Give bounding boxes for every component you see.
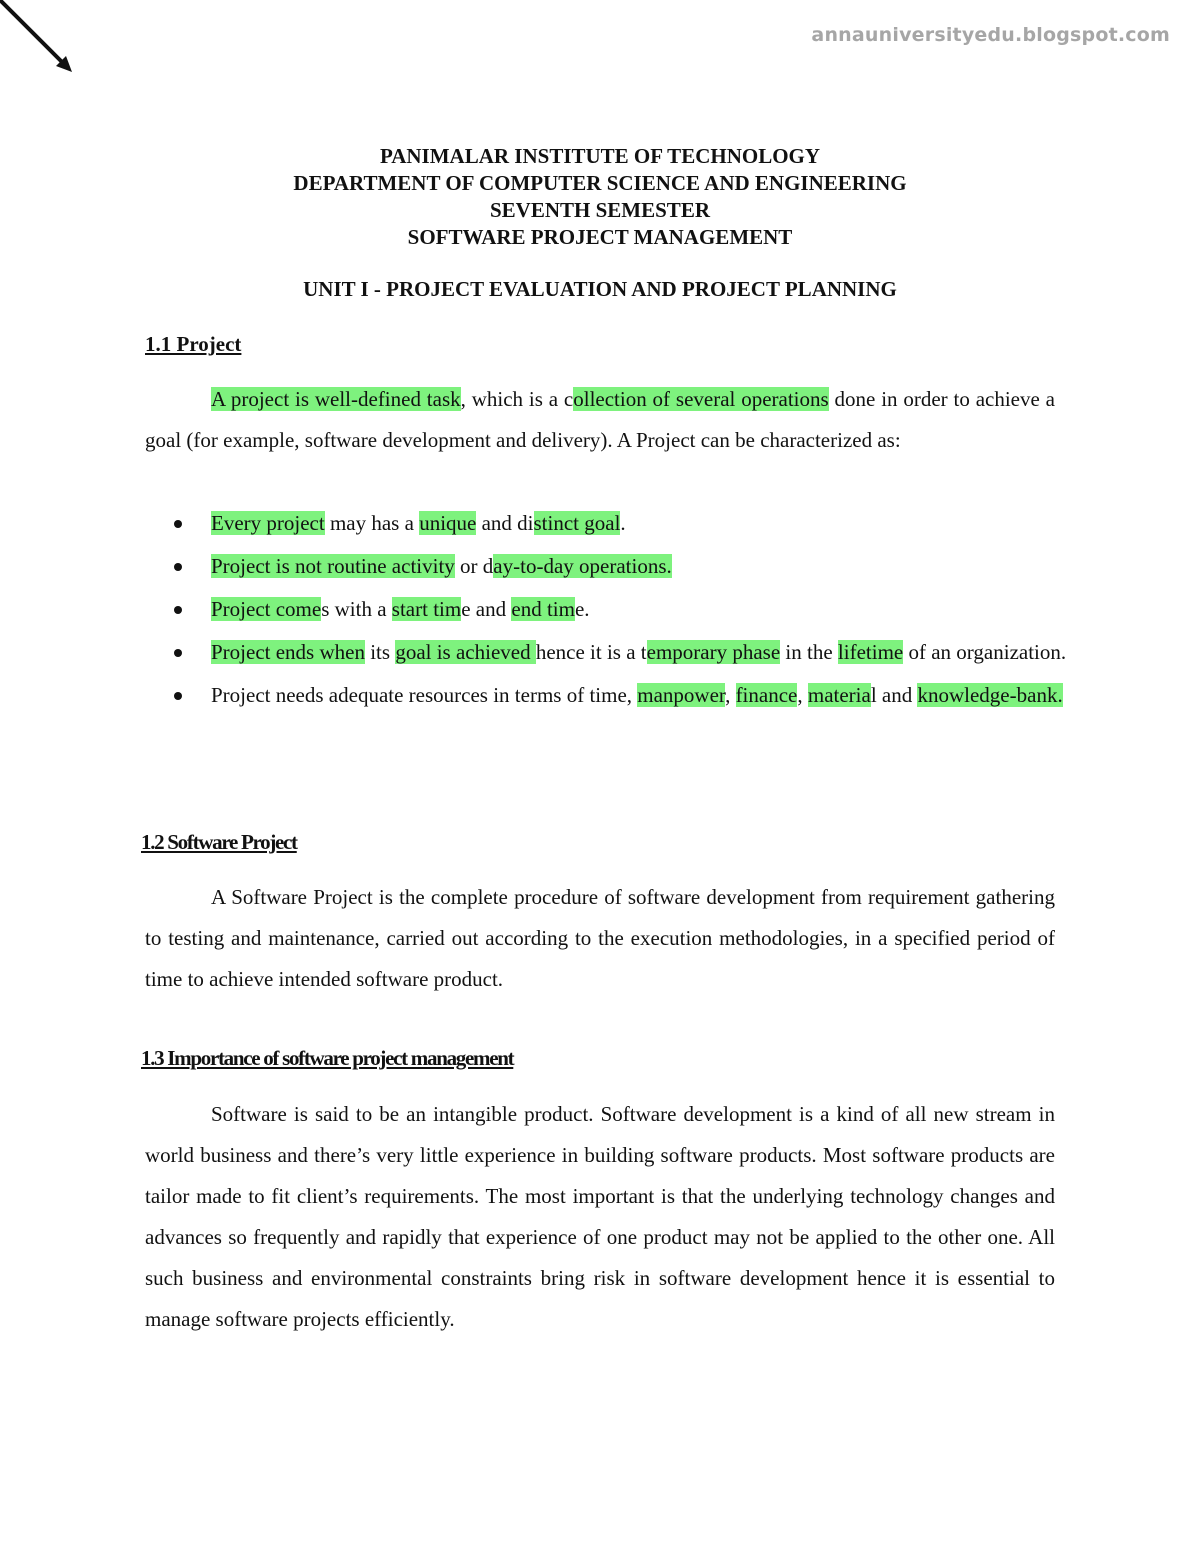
highlight: emporary phase [646, 640, 781, 664]
highlight: ollection of several operations [573, 387, 829, 411]
highlight: materia [807, 683, 871, 707]
section-1-title: 1.1 Project [145, 332, 242, 356]
arrow-icon [0, 0, 80, 80]
text-span: e. [574, 597, 590, 621]
highlight: unique [419, 511, 477, 535]
highlight: end tim [511, 597, 575, 621]
highlight: knowledge-bank. [917, 683, 1063, 707]
highlight: finance [735, 683, 798, 707]
highlight: manpower [637, 683, 726, 707]
highlight: Project ends when [211, 640, 365, 664]
text-span: l and [870, 683, 918, 707]
bullet-icon [174, 692, 182, 700]
section-3-title: 1.3 Importance of software project management [141, 1046, 514, 1070]
highlight: Project come [211, 597, 322, 621]
list-item [211, 503, 1121, 544]
list-item [211, 632, 1121, 673]
text-span: hence it is a t [535, 640, 647, 664]
watermark: annauniversityedu.blogspot.com [811, 24, 1170, 46]
list-item [211, 546, 1121, 587]
bullet-icon [174, 649, 182, 657]
highlight: A project is well-defined task [211, 387, 461, 411]
text-span: in the [780, 640, 838, 664]
bullet-icon [174, 563, 182, 571]
text-span: . [620, 511, 626, 535]
highlight: ay-to-day operations. [493, 554, 672, 578]
list-item [211, 675, 1121, 716]
document-header [0, 143, 1200, 251]
highlight: stinct goal [533, 511, 621, 535]
characteristics-list [145, 503, 1121, 718]
unit-title: UNIT I - PROJECT EVALUATION AND PROJECT PLANNING [303, 277, 897, 301]
highlight: goal is achieved [395, 640, 536, 664]
text-span: of an organization. [903, 640, 1067, 664]
list-item [211, 589, 1121, 630]
text-span: or d [454, 554, 494, 578]
department-name: DEPARTMENT OF COMPUTER SCIENCE AND ENGINEERING [293, 171, 907, 195]
highlight: lifetime [837, 640, 904, 664]
text-span: may has a [324, 511, 420, 535]
text-span: s with a [321, 597, 392, 621]
text-span: , [797, 683, 808, 707]
text-span: and di [476, 511, 534, 535]
bullet-icon [174, 606, 182, 614]
text-span: its [364, 640, 396, 664]
section-2-title: 1.2 Software Project [141, 830, 297, 854]
bullet-icon [174, 520, 182, 528]
section-3-body: Software is said to be an intangible product. Software development is a kind of all new stream in world business and there’s very little experience in building software products. Most software products are tailor made to fit client’s requirements. The most important is that the underlying technology changes and advances so frequently and rapidly that experience of one product may not be applied to the other one. All such business and environmental constraints bring risk in software development hence it is essential to manage software projects efficiently. [145, 1102, 1055, 1331]
highlight: start tim [391, 597, 462, 621]
highlight: Every project [211, 511, 325, 535]
text-span: , which is a c [460, 387, 574, 411]
text-span: Project needs adequate resources in terms of time, [211, 683, 638, 707]
text-span: , [725, 683, 736, 707]
section-1-intro [145, 379, 1055, 461]
text-span: e and [461, 597, 512, 621]
text-span: done in order to achieve a goal (for example, software development and delivery). A Project can be characterized as: [145, 387, 1055, 452]
section-2-body: A Software Project is the complete procedure of software development from requirement gathering to testing and maintenance, carried out according to the execution methodologies, in a specified period of time to achieve intended software product. [145, 885, 1055, 991]
course-title: SOFTWARE PROJECT MANAGEMENT [407, 225, 793, 249]
institute-name: PANIMALAR INSTITUTE OF TECHNOLOGY [379, 144, 821, 168]
highlight: Project is not routine activity [211, 554, 455, 578]
semester-label: SEVENTH SEMESTER [490, 198, 710, 222]
